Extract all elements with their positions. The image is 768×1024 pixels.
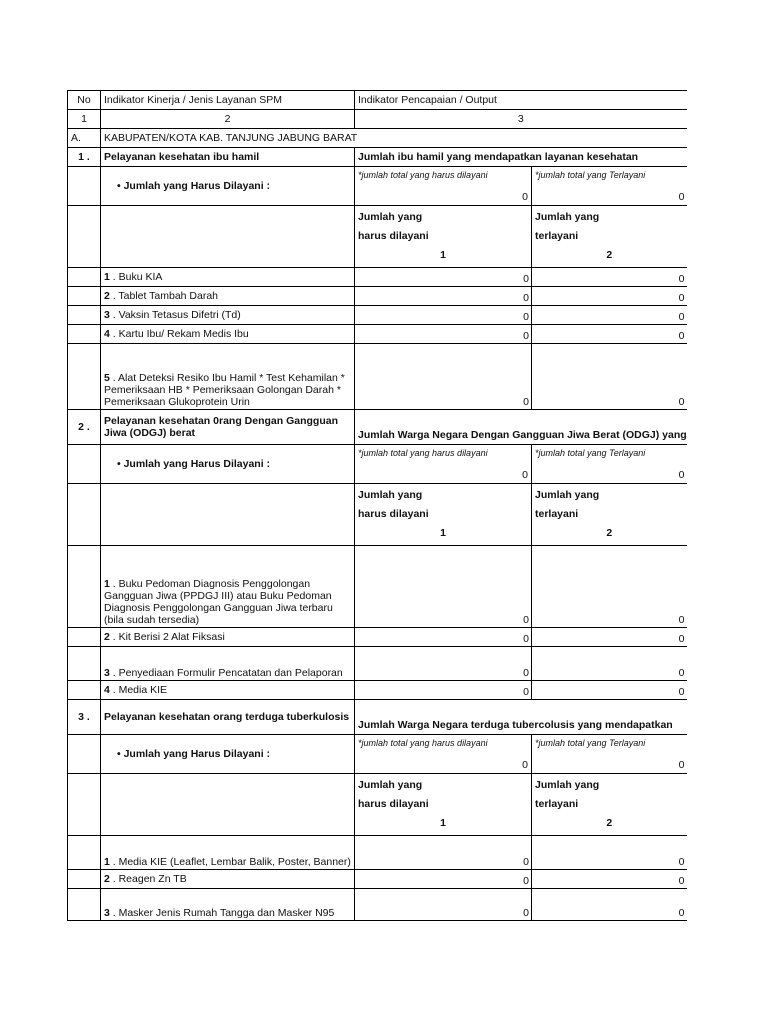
section-output: Jumlah ibu hamil yang mendapatkan layanan kesehatan xyxy=(355,148,687,167)
note-harus-dilayani: *jumlah total yang harus dilayani xyxy=(358,170,488,180)
value-terlayani: 0 xyxy=(678,469,685,481)
item-row xyxy=(68,889,687,921)
item-text: . Media KIE (Leaflet, Lembar Balik, Poster, Banner) xyxy=(109,856,351,868)
sub-header-left-line2: harus dilayani xyxy=(358,798,429,810)
sub-header-row xyxy=(68,484,687,546)
section-title-row xyxy=(68,148,687,167)
blank-cell xyxy=(68,628,101,647)
blank-cell xyxy=(68,735,101,774)
item-number: 1 xyxy=(104,856,110,868)
section-title-row xyxy=(68,410,687,445)
item-value-terlayani: 0 xyxy=(532,836,687,870)
sub-header-right-line2: terlayani xyxy=(535,230,579,242)
value-harus-dilayani: 0 xyxy=(522,469,528,481)
blank-cell xyxy=(68,306,101,325)
target-left-cell xyxy=(355,445,532,484)
item-row xyxy=(68,647,687,681)
sub-header-right xyxy=(532,774,687,836)
item-label xyxy=(101,546,355,628)
item-value-terlayani: 0 xyxy=(532,870,687,889)
sub-header-right-line2: terlayani xyxy=(535,798,579,810)
item-value-terlayani: 0 xyxy=(532,546,687,628)
sub-header-left-number: 1 xyxy=(440,817,446,829)
item-row xyxy=(68,287,687,306)
col-no-header: No xyxy=(68,91,101,110)
note-terlayani: *jumlah total yang Terlayani xyxy=(535,738,646,748)
section-number: 1 . xyxy=(68,148,101,167)
spm-table xyxy=(67,90,687,921)
col-number-2: 2 xyxy=(101,110,355,129)
item-value-terlayani: 0 xyxy=(532,325,687,344)
item-text: . Alat Deteksi Resiko Ibu Hamil * Test Kehamilan * Pemeriksaan HB * Pemeriksaan Golongan Darah * Pemeriksaan Glukoprotein Urin xyxy=(104,372,345,408)
item-text: . Buku Pedoman Diagnosis Penggolongan Gangguan Jiwa (PPDGJ III) atau Buku Pedoman Diagnosis Penggolongan Gangguan Jiwa terbaru (bila sudah tersedia) xyxy=(104,578,333,626)
col-number-3: 3 xyxy=(355,110,687,129)
sub-header-right-line1: Jumlah yang xyxy=(535,489,600,501)
blank-cell xyxy=(68,681,101,700)
item-text: . Media KIE xyxy=(109,684,168,696)
section-output: Jumlah Warga Negara terduga tubercolusis yang mendapatkan xyxy=(355,700,687,735)
blank-cell xyxy=(68,774,101,836)
item-label xyxy=(101,344,355,410)
item-value-terlayani: 0 xyxy=(532,889,687,921)
header-row xyxy=(68,91,687,110)
item-number: 2 xyxy=(104,873,110,885)
item-label xyxy=(101,836,355,870)
item-value-terlayani: 0 xyxy=(532,306,687,325)
section-title: Pelayanan kesehatan 0rang Dengan Gangguan Jiwa (ODGJ) berat xyxy=(101,410,355,445)
item-row xyxy=(68,306,687,325)
value-terlayani: 0 xyxy=(678,759,685,771)
target-row xyxy=(68,735,687,774)
sub-header-right-line1: Jumlah yang xyxy=(535,779,600,791)
target-row xyxy=(68,445,687,484)
blank-cell xyxy=(68,647,101,681)
target-label: • Jumlah yang Harus Dilayani : xyxy=(101,445,355,484)
item-value-terlayani: 0 xyxy=(532,268,687,287)
item-value-harus: 0 xyxy=(355,344,532,410)
item-text: . Vaksin Tetasus Difetri (Td) xyxy=(109,309,241,321)
item-label xyxy=(101,268,355,287)
item-label xyxy=(101,681,355,700)
item-label xyxy=(101,287,355,306)
item-text: . Kartu Ibu/ Rekam Medis Ibu xyxy=(109,328,249,340)
item-text: . Buku KIA xyxy=(109,271,163,283)
col-output-header: Indikator Pencapaian / Output xyxy=(355,91,687,110)
note-harus-dilayani: *jumlah total yang harus dilayani xyxy=(358,448,488,458)
item-value-harus: 0 xyxy=(355,870,532,889)
note-terlayani: *jumlah total yang Terlayani xyxy=(535,170,646,180)
item-value-harus: 0 xyxy=(355,268,532,287)
target-label: • Jumlah yang Harus Dilayani : xyxy=(101,735,355,774)
section-number: 3 . xyxy=(68,700,101,735)
col-number-1: 1 xyxy=(68,110,101,129)
sub-header-left-line2: harus dilayani xyxy=(358,230,429,242)
item-row xyxy=(68,870,687,889)
item-row xyxy=(68,681,687,700)
sub-header-left-line2: harus dilayani xyxy=(358,508,429,520)
sub-header-right-number: 2 xyxy=(606,527,613,539)
blank-cell xyxy=(68,325,101,344)
sub-header-row xyxy=(68,206,687,268)
item-number: 4 xyxy=(104,684,110,696)
item-row xyxy=(68,546,687,628)
target-left-cell xyxy=(355,735,532,774)
item-value-terlayani: 0 xyxy=(532,628,687,647)
item-value-harus: 0 xyxy=(355,628,532,647)
sub-header-right xyxy=(532,484,687,546)
item-row xyxy=(68,836,687,870)
item-label xyxy=(101,306,355,325)
sub-header-right-number: 2 xyxy=(606,249,613,261)
region-row xyxy=(68,129,687,148)
blank-cell xyxy=(68,167,101,206)
item-number: 4 xyxy=(104,328,110,340)
item-label xyxy=(101,628,355,647)
target-label: • Jumlah yang Harus Dilayani : xyxy=(101,167,355,206)
item-number: 1 xyxy=(104,578,110,590)
sub-header-left-number: 1 xyxy=(440,527,446,539)
blank-cell xyxy=(68,445,101,484)
blank-cell xyxy=(68,484,101,546)
blank-cell xyxy=(68,546,101,628)
item-value-harus: 0 xyxy=(355,306,532,325)
item-row xyxy=(68,628,687,647)
item-value-terlayani: 0 xyxy=(532,681,687,700)
item-value-harus: 0 xyxy=(355,546,532,628)
item-number: 3 xyxy=(104,309,110,321)
item-label xyxy=(101,647,355,681)
sub-header-right xyxy=(532,206,687,268)
sub-header-left-line1: Jumlah yang xyxy=(358,489,423,501)
sub-header-left-number: 1 xyxy=(440,249,446,261)
item-text: . Reagen Zn TB xyxy=(109,873,187,885)
item-number: 3 xyxy=(104,667,110,679)
blank-cell xyxy=(68,870,101,889)
value-terlayani: 0 xyxy=(678,191,685,203)
item-value-harus: 0 xyxy=(355,889,532,921)
sub-header-left-line1: Jumlah yang xyxy=(358,211,423,223)
blank-cell xyxy=(101,774,355,836)
value-harus-dilayani: 0 xyxy=(522,191,528,203)
blank-cell xyxy=(68,344,101,410)
item-label xyxy=(101,889,355,921)
item-number: 5 xyxy=(104,372,110,384)
item-value-terlayani: 0 xyxy=(532,344,687,410)
blank-cell xyxy=(68,206,101,268)
region-name: KABUPATEN/KOTA KAB. TANJUNG JABUNG BARAT xyxy=(101,129,687,148)
sub-header-right-line1: Jumlah yang xyxy=(535,211,600,223)
item-number: 2 xyxy=(104,631,110,643)
target-right-cell xyxy=(532,445,687,484)
item-value-terlayani: 0 xyxy=(532,287,687,306)
item-value-harus: 0 xyxy=(355,325,532,344)
blank-cell xyxy=(68,287,101,306)
note-terlayani: *jumlah total yang Terlayani xyxy=(535,448,646,458)
target-right-cell xyxy=(532,167,687,206)
section-title: Pelayanan kesehatan orang terduga tuberkulosis xyxy=(101,700,355,735)
spm-table-sheet xyxy=(67,90,686,921)
blank-cell xyxy=(101,206,355,268)
item-value-harus: 0 xyxy=(355,647,532,681)
header-number-row xyxy=(68,110,687,129)
item-text: . Penyediaan Formulir Pencatatan dan Pelaporan xyxy=(109,667,343,679)
sub-header-left xyxy=(355,206,532,268)
col-indikator-header: Indikator Kinerja / Jenis Layanan SPM xyxy=(101,91,355,110)
item-row xyxy=(68,268,687,287)
blank-cell xyxy=(101,484,355,546)
item-label xyxy=(101,325,355,344)
item-value-terlayani: 0 xyxy=(532,647,687,681)
blank-cell xyxy=(68,889,101,921)
region-code: A. xyxy=(68,129,101,148)
blank-cell xyxy=(68,836,101,870)
target-left-cell xyxy=(355,167,532,206)
item-row xyxy=(68,344,687,410)
item-text: . Masker Jenis Rumah Tangga dan Masker N95 xyxy=(109,907,335,919)
item-number: 2 xyxy=(104,290,110,302)
item-text: . Kit Berisi 2 Alat Fiksasi xyxy=(109,631,225,643)
section-title-row xyxy=(68,700,687,735)
sub-header-right-number: 2 xyxy=(606,817,613,829)
item-number: 1 xyxy=(104,271,110,283)
item-number: 3 xyxy=(104,907,110,919)
item-row xyxy=(68,325,687,344)
item-value-harus: 0 xyxy=(355,681,532,700)
section-number: 2 . xyxy=(68,410,101,445)
sub-header-left xyxy=(355,484,532,546)
sub-header-right-line2: terlayani xyxy=(535,508,579,520)
item-label xyxy=(101,870,355,889)
item-text: . Tablet Tambah Darah xyxy=(109,290,219,302)
blank-cell xyxy=(68,268,101,287)
sub-header-row xyxy=(68,774,687,836)
target-right-cell xyxy=(532,735,687,774)
section-title: Pelayanan kesehatan ibu hamil xyxy=(101,148,355,167)
note-harus-dilayani: *jumlah total yang harus dilayani xyxy=(358,738,488,748)
section-output: Jumlah Warga Negara Dengan Gangguan Jiwa Berat (ODGJ) yang xyxy=(355,410,687,445)
target-row xyxy=(68,167,687,206)
value-harus-dilayani: 0 xyxy=(522,759,528,771)
sub-header-left xyxy=(355,774,532,836)
sub-header-left-line1: Jumlah yang xyxy=(358,779,423,791)
item-value-harus: 0 xyxy=(355,836,532,870)
item-value-harus: 0 xyxy=(355,287,532,306)
